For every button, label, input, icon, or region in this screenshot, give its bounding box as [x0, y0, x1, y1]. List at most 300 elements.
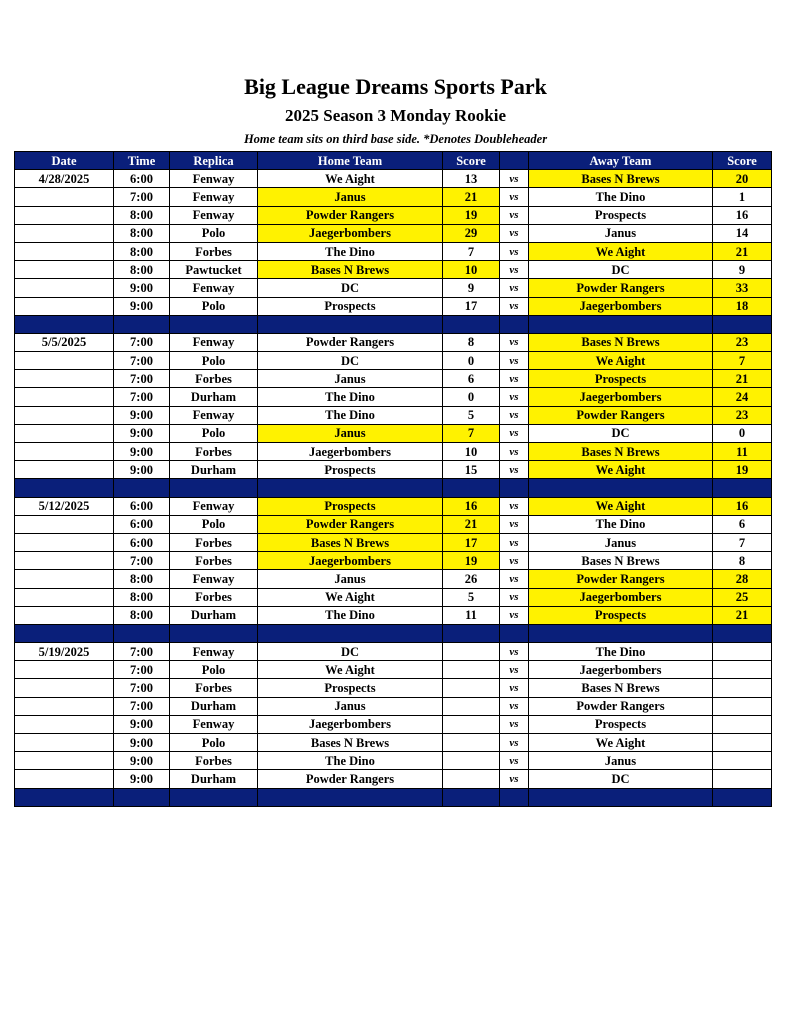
game-field: Fenway [170, 170, 258, 188]
game-date [15, 679, 114, 697]
away-team: Jaegerbombers [529, 297, 713, 315]
away-score [713, 697, 772, 715]
separator-cell [443, 624, 500, 642]
home-score: 10 [443, 443, 500, 461]
game-time: 9:00 [114, 279, 170, 297]
home-score: 6 [443, 370, 500, 388]
home-score: 15 [443, 461, 500, 479]
game-row [15, 370, 772, 388]
away-score [713, 752, 772, 770]
game-row [15, 643, 772, 661]
game-field: Forbes [170, 679, 258, 697]
game-time: 8:00 [114, 261, 170, 279]
separator-cell [443, 788, 500, 806]
separator-cell [500, 479, 529, 497]
separator-cell [258, 315, 443, 333]
home-score: 13 [443, 170, 500, 188]
schedule-note: Home team sits on third base side. *Denotes Doubleheader [243, 132, 548, 146]
separator-cell [529, 315, 713, 333]
vs-label: vs [500, 261, 529, 279]
home-team: Jaegerbombers [258, 443, 443, 461]
vs-label: vs [500, 352, 529, 370]
game-row [15, 606, 772, 624]
game-date [15, 443, 114, 461]
game-date: 5/12/2025 [15, 497, 114, 515]
separator-cell [443, 315, 500, 333]
home-score [443, 734, 500, 752]
game-row [15, 188, 772, 206]
game-field: Forbes [170, 533, 258, 551]
game-time: 7:00 [114, 679, 170, 697]
home-team: Powder Rangers [258, 515, 443, 533]
away-team: DC [529, 770, 713, 788]
game-date [15, 224, 114, 242]
game-time: 7:00 [114, 697, 170, 715]
home-score: 11 [443, 606, 500, 624]
away-team: Powder Rangers [529, 279, 713, 297]
away-team: Bases N Brews [529, 170, 713, 188]
separator-cell [529, 788, 713, 806]
separator-cell [713, 624, 772, 642]
home-score: 17 [443, 533, 500, 551]
home-score: 21 [443, 188, 500, 206]
game-date [15, 461, 114, 479]
week-separator [15, 788, 772, 806]
home-team: Bases N Brews [258, 734, 443, 752]
game-field: Pawtucket [170, 261, 258, 279]
game-time: 9:00 [114, 297, 170, 315]
game-field: Polo [170, 734, 258, 752]
separator-cell [258, 624, 443, 642]
away-score [713, 770, 772, 788]
game-field: Polo [170, 352, 258, 370]
away-team: DC [529, 424, 713, 442]
game-time: 7:00 [114, 552, 170, 570]
col-header-replica: Replica [170, 152, 258, 170]
game-row [15, 734, 772, 752]
home-team: The Dino [258, 242, 443, 260]
away-team: We Aight [529, 242, 713, 260]
game-date [15, 734, 114, 752]
game-date: 5/5/2025 [15, 333, 114, 351]
away-team: Prospects [529, 370, 713, 388]
away-score: 28 [713, 570, 772, 588]
col-header-home-team: Home Team [258, 152, 443, 170]
vs-label: vs [500, 770, 529, 788]
away-team: Bases N Brews [529, 333, 713, 351]
away-team: Bases N Brews [529, 679, 713, 697]
game-row [15, 352, 772, 370]
away-team: Janus [529, 224, 713, 242]
away-score [713, 715, 772, 733]
vs-label: vs [500, 461, 529, 479]
home-score [443, 752, 500, 770]
home-score: 7 [443, 424, 500, 442]
separator-cell [15, 624, 114, 642]
away-team: Bases N Brews [529, 443, 713, 461]
home-team: The Dino [258, 388, 443, 406]
away-score: 16 [713, 497, 772, 515]
home-score: 21 [443, 515, 500, 533]
game-date [15, 552, 114, 570]
away-team: We Aight [529, 352, 713, 370]
game-row [15, 552, 772, 570]
game-date [15, 697, 114, 715]
separator-cell [170, 788, 258, 806]
separator-cell [529, 624, 713, 642]
game-date [15, 297, 114, 315]
vs-label: vs [500, 297, 529, 315]
home-score [443, 679, 500, 697]
separator-cell [114, 479, 170, 497]
game-row [15, 752, 772, 770]
home-team: We Aight [258, 170, 443, 188]
col-header-home-score: Score [443, 152, 500, 170]
game-row [15, 424, 772, 442]
home-team: Janus [258, 424, 443, 442]
home-team: Jaegerbombers [258, 715, 443, 733]
away-team: Powder Rangers [529, 697, 713, 715]
game-field: Durham [170, 461, 258, 479]
away-score: 21 [713, 606, 772, 624]
game-row [15, 224, 772, 242]
vs-label: vs [500, 515, 529, 533]
game-field: Fenway [170, 206, 258, 224]
away-score [713, 734, 772, 752]
vs-label: vs [500, 570, 529, 588]
home-team: Prospects [258, 461, 443, 479]
home-score [443, 770, 500, 788]
home-score: 9 [443, 279, 500, 297]
vs-label: vs [500, 206, 529, 224]
col-header-away-score: Score [713, 152, 772, 170]
away-score: 11 [713, 443, 772, 461]
vs-label: vs [500, 752, 529, 770]
away-team: The Dino [529, 188, 713, 206]
game-field: Forbes [170, 242, 258, 260]
game-row [15, 715, 772, 733]
week-separator [15, 479, 772, 497]
game-field: Fenway [170, 570, 258, 588]
game-row [15, 570, 772, 588]
game-row [15, 515, 772, 533]
home-team: Janus [258, 570, 443, 588]
home-team: Jaegerbombers [258, 224, 443, 242]
separator-cell [170, 315, 258, 333]
away-score [713, 679, 772, 697]
away-team: Powder Rangers [529, 406, 713, 424]
separator-cell [443, 479, 500, 497]
game-date [15, 352, 114, 370]
home-score: 16 [443, 497, 500, 515]
away-score: 25 [713, 588, 772, 606]
away-team: Prospects [529, 606, 713, 624]
game-field: Fenway [170, 406, 258, 424]
game-time: 8:00 [114, 206, 170, 224]
game-time: 9:00 [114, 461, 170, 479]
game-date [15, 424, 114, 442]
game-date [15, 752, 114, 770]
game-row [15, 388, 772, 406]
home-score [443, 661, 500, 679]
vs-label: vs [500, 370, 529, 388]
away-team: Janus [529, 533, 713, 551]
separator-cell [500, 315, 529, 333]
game-row [15, 333, 772, 351]
game-date [15, 261, 114, 279]
game-date [15, 661, 114, 679]
game-row [15, 588, 772, 606]
game-time: 8:00 [114, 224, 170, 242]
away-score: 1 [713, 188, 772, 206]
game-date [15, 279, 114, 297]
vs-label: vs [500, 242, 529, 260]
away-team: The Dino [529, 643, 713, 661]
separator-cell [114, 624, 170, 642]
separator-cell [258, 479, 443, 497]
game-date [15, 406, 114, 424]
game-field: Polo [170, 297, 258, 315]
game-date [15, 770, 114, 788]
away-team: We Aight [529, 461, 713, 479]
away-score: 6 [713, 515, 772, 533]
away-score: 0 [713, 424, 772, 442]
away-score: 8 [713, 552, 772, 570]
vs-label: vs [500, 734, 529, 752]
vs-label: vs [500, 224, 529, 242]
game-date [15, 570, 114, 588]
separator-cell [170, 624, 258, 642]
home-team: The Dino [258, 752, 443, 770]
game-field: Polo [170, 661, 258, 679]
vs-label: vs [500, 333, 529, 351]
vs-label: vs [500, 406, 529, 424]
game-row [15, 443, 772, 461]
away-team: Jaegerbombers [529, 661, 713, 679]
away-team: Bases N Brews [529, 552, 713, 570]
game-row [15, 206, 772, 224]
away-score: 7 [713, 533, 772, 551]
game-row [15, 261, 772, 279]
col-header-vs [500, 152, 529, 170]
game-field: Polo [170, 515, 258, 533]
away-score: 20 [713, 170, 772, 188]
vs-label: vs [500, 679, 529, 697]
game-time: 9:00 [114, 715, 170, 733]
home-team: Powder Rangers [258, 333, 443, 351]
separator-cell [500, 624, 529, 642]
home-score [443, 715, 500, 733]
home-score [443, 643, 500, 661]
separator-cell [529, 479, 713, 497]
game-field: Durham [170, 388, 258, 406]
vs-label: vs [500, 443, 529, 461]
vs-label: vs [500, 533, 529, 551]
away-score: 33 [713, 279, 772, 297]
home-team: Janus [258, 370, 443, 388]
game-field: Polo [170, 224, 258, 242]
game-row [15, 533, 772, 551]
header-row [15, 152, 772, 170]
separator-cell [500, 788, 529, 806]
home-team: Prospects [258, 679, 443, 697]
week-separator [15, 315, 772, 333]
home-score: 26 [443, 570, 500, 588]
game-field: Forbes [170, 752, 258, 770]
game-field: Forbes [170, 443, 258, 461]
game-time: 6:00 [114, 497, 170, 515]
home-team: Jaegerbombers [258, 552, 443, 570]
home-score: 5 [443, 406, 500, 424]
home-score [443, 697, 500, 715]
game-time: 7:00 [114, 661, 170, 679]
game-field: Fenway [170, 497, 258, 515]
away-team: We Aight [529, 734, 713, 752]
away-team: Janus [529, 752, 713, 770]
game-time: 8:00 [114, 606, 170, 624]
away-score: 21 [713, 370, 772, 388]
game-time: 9:00 [114, 770, 170, 788]
game-time: 9:00 [114, 752, 170, 770]
home-score: 19 [443, 552, 500, 570]
home-score: 8 [443, 333, 500, 351]
game-date [15, 206, 114, 224]
game-row [15, 679, 772, 697]
home-score: 19 [443, 206, 500, 224]
home-team: The Dino [258, 406, 443, 424]
separator-cell [713, 788, 772, 806]
schedule-table [14, 151, 772, 807]
game-field: Durham [170, 606, 258, 624]
game-date: 5/19/2025 [15, 643, 114, 661]
away-team: DC [529, 261, 713, 279]
vs-label: vs [500, 606, 529, 624]
game-time: 9:00 [114, 424, 170, 442]
away-team: Prospects [529, 206, 713, 224]
game-time: 7:00 [114, 333, 170, 351]
col-header-date: Date [15, 152, 114, 170]
vs-label: vs [500, 170, 529, 188]
game-time: 6:00 [114, 515, 170, 533]
away-team: Jaegerbombers [529, 388, 713, 406]
home-team: Powder Rangers [258, 770, 443, 788]
home-team: DC [258, 643, 443, 661]
away-score: 23 [713, 333, 772, 351]
vs-label: vs [500, 588, 529, 606]
home-team: Prospects [258, 297, 443, 315]
page-subtitle: 2025 Season 3 Monday Rookie [284, 106, 507, 125]
game-field: Polo [170, 424, 258, 442]
home-team: Prospects [258, 497, 443, 515]
game-field: Fenway [170, 643, 258, 661]
game-date: 4/28/2025 [15, 170, 114, 188]
game-field: Fenway [170, 279, 258, 297]
home-team: We Aight [258, 588, 443, 606]
game-field: Durham [170, 770, 258, 788]
away-team: The Dino [529, 515, 713, 533]
vs-label: vs [500, 497, 529, 515]
away-team: We Aight [529, 497, 713, 515]
home-score: 17 [443, 297, 500, 315]
away-score: 16 [713, 206, 772, 224]
vs-label: vs [500, 643, 529, 661]
game-time: 6:00 [114, 170, 170, 188]
home-team: Janus [258, 188, 443, 206]
home-team: Bases N Brews [258, 533, 443, 551]
game-time: 7:00 [114, 370, 170, 388]
vs-label: vs [500, 552, 529, 570]
separator-cell [713, 315, 772, 333]
game-row [15, 697, 772, 715]
vs-label: vs [500, 388, 529, 406]
home-team: Janus [258, 697, 443, 715]
separator-cell [170, 479, 258, 497]
away-score: 9 [713, 261, 772, 279]
home-score: 0 [443, 352, 500, 370]
page-title: Big League Dreams Sports Park [244, 74, 547, 99]
game-row [15, 279, 772, 297]
game-date [15, 515, 114, 533]
game-time: 9:00 [114, 406, 170, 424]
game-time: 9:00 [114, 734, 170, 752]
game-time: 9:00 [114, 443, 170, 461]
col-header-away-team: Away Team [529, 152, 713, 170]
game-row [15, 242, 772, 260]
vs-label: vs [500, 424, 529, 442]
col-header-time: Time [114, 152, 170, 170]
home-team: We Aight [258, 661, 443, 679]
vs-label: vs [500, 188, 529, 206]
away-score: 18 [713, 297, 772, 315]
game-date [15, 588, 114, 606]
away-score: 24 [713, 388, 772, 406]
game-field: Forbes [170, 552, 258, 570]
away-score: 19 [713, 461, 772, 479]
game-row [15, 661, 772, 679]
game-time: 8:00 [114, 570, 170, 588]
away-score: 21 [713, 242, 772, 260]
vs-label: vs [500, 697, 529, 715]
vs-label: vs [500, 279, 529, 297]
game-date [15, 606, 114, 624]
week-separator [15, 624, 772, 642]
home-score: 7 [443, 242, 500, 260]
away-team: Prospects [529, 715, 713, 733]
separator-cell [713, 479, 772, 497]
vs-label: vs [500, 661, 529, 679]
game-time: 7:00 [114, 352, 170, 370]
home-score: 29 [443, 224, 500, 242]
home-score: 10 [443, 261, 500, 279]
game-field: Durham [170, 697, 258, 715]
game-date [15, 715, 114, 733]
away-score: 7 [713, 352, 772, 370]
game-field: Fenway [170, 715, 258, 733]
game-date [15, 533, 114, 551]
away-team: Jaegerbombers [529, 588, 713, 606]
game-time: 8:00 [114, 588, 170, 606]
separator-cell [258, 788, 443, 806]
away-score: 14 [713, 224, 772, 242]
away-score: 23 [713, 406, 772, 424]
game-field: Forbes [170, 370, 258, 388]
game-time: 8:00 [114, 242, 170, 260]
game-time: 7:00 [114, 188, 170, 206]
game-row [15, 497, 772, 515]
game-date [15, 370, 114, 388]
home-team: Bases N Brews [258, 261, 443, 279]
home-team: DC [258, 279, 443, 297]
